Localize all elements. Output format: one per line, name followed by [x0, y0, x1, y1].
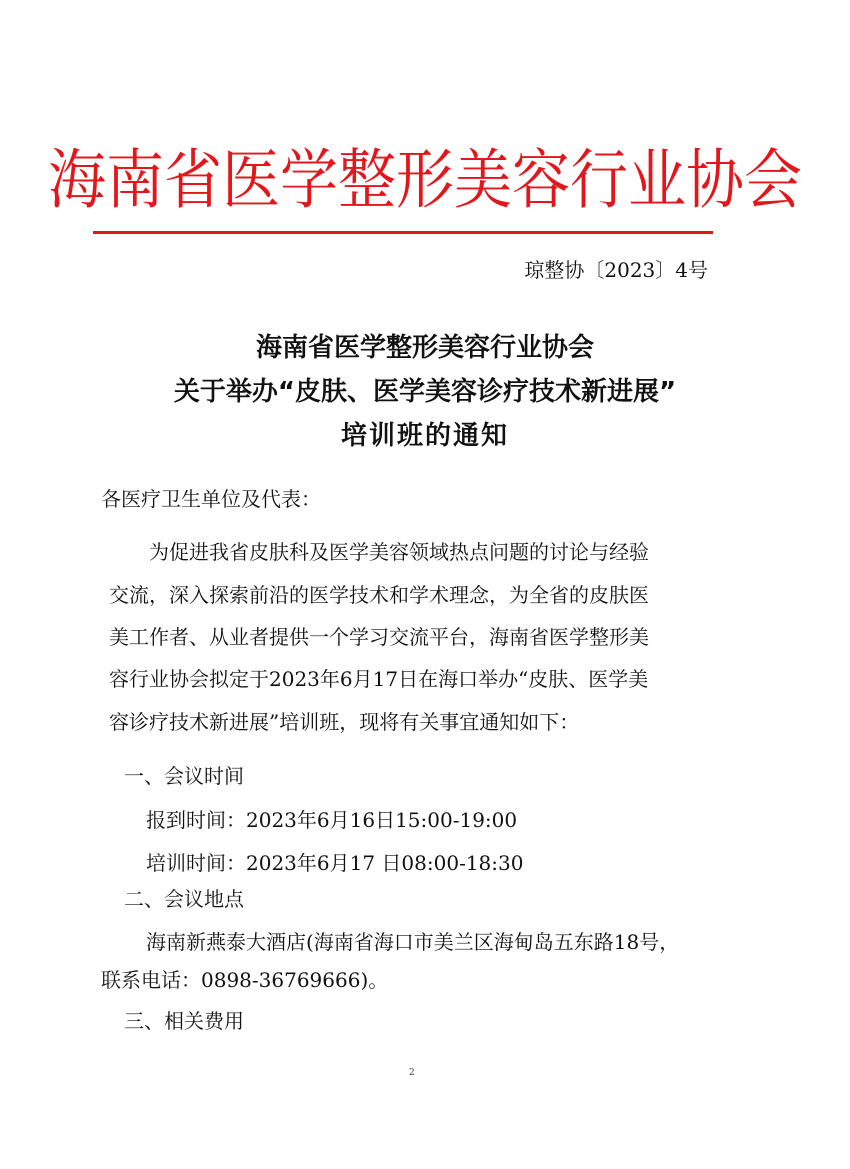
intro-line-1: 为促进我省皮肤科及医学美容领域热点问题的讨论与经验 — [149, 540, 649, 564]
headline-line-1: 海南省医学整形美容行业协会 — [255, 333, 594, 363]
letterhead-org-name: 海南省医学整形美容行业协会 — [47, 141, 802, 218]
venue-line-1: 海南新燕泰大酒店(海南省海口市美兰区海甸岛五东路18号， — [146, 930, 680, 954]
page-number: 2 — [409, 1068, 415, 1078]
registration-time: 报到时间：2023年6月16日15:00-19:00 — [146, 808, 518, 832]
salutation: 各医疗卫生单位及代表： — [101, 487, 321, 511]
training-time: 培训时间：2023年6月17 日08:00-18:30 — [146, 851, 524, 875]
headline-line-2: 关于举办“皮肤、医学美容诊疗技术新进展” — [173, 377, 677, 407]
section-3-heading: 三、相关费用 — [124, 1009, 244, 1033]
intro-line-3: 美工作者、从业者提供一个学习交流平台，海南省医学整形美 — [109, 625, 649, 649]
section-2-heading: 二、会议地点 — [124, 887, 244, 911]
document-number: 琼整协〔2023〕4号 — [524, 258, 708, 282]
headline-line-3: 培训班的通知 — [340, 421, 509, 451]
section-1-heading: 一、会议时间 — [124, 764, 244, 788]
venue-line-2: 联系电话：0898-36769666)。 — [101, 968, 389, 992]
letterhead-red-rule — [93, 231, 713, 234]
intro-line-5: 容诊疗技术新进展”培训班，现将有关事宜通知如下： — [109, 710, 580, 734]
intro-line-2: 交流，深入探索前沿的医学技术和学术理念，为全省的皮肤医 — [109, 583, 649, 607]
intro-line-4: 容行业协会拟定于2023年6月17日在海口举办“皮肤、医学美 — [109, 667, 649, 691]
